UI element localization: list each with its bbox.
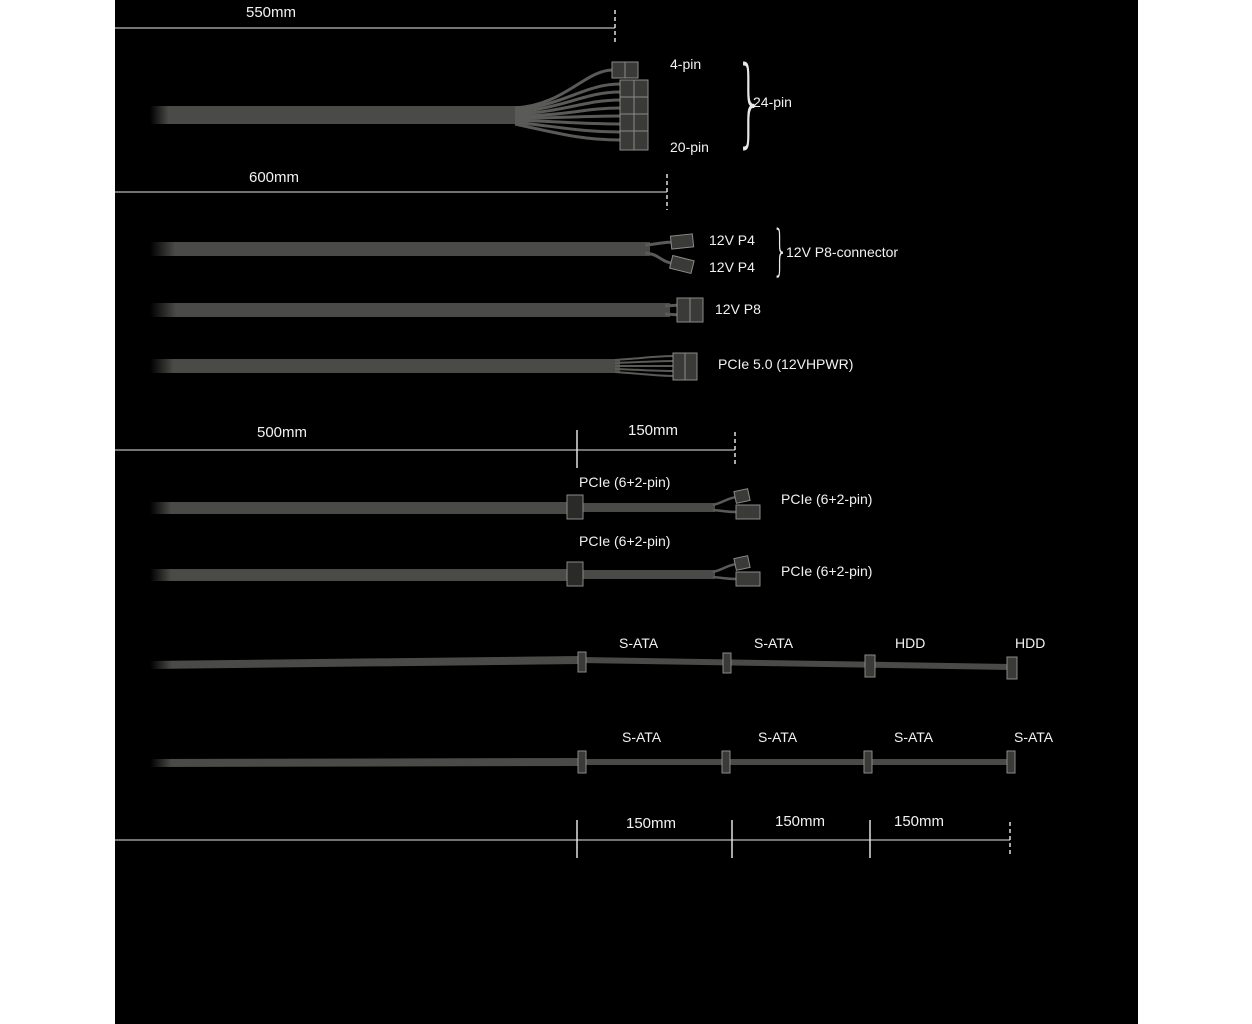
label-sata2-c3: S-ATA [894,729,934,745]
dimension-label-500mm: 500mm [257,424,308,441]
dimension-label-150mm-1: 150mm [626,815,677,832]
sata-cable [150,751,1015,773]
dimension-label-600mm: 600mm [249,169,300,186]
atx-20pin-connector [620,80,648,150]
label-sata1-c4: HDD [1015,635,1046,651]
pcie-cable-2 [150,556,760,586]
cable-diagram-panel [115,0,1138,1024]
sata-connector [723,653,731,673]
sata-connector [1007,751,1015,773]
dimension-label-150mm-3: 150mm [894,813,945,830]
label-pcie1-end: PCIe (6+2-pin) [781,491,873,507]
pcie5-cable [150,353,697,380]
dimension-600mm [115,174,667,210]
label-sata2-c4: S-ATA [1014,729,1054,745]
dimension-550mm [115,10,615,44]
p4-connector-top [670,234,693,249]
label-pcie2-mid: PCIe (6+2-pin) [579,533,671,549]
sata-hdd-cable [150,652,1017,679]
brace-24pin: } [735,46,764,158]
brace-p8: } [772,219,788,282]
label-20pin: 20-pin [670,139,709,155]
label-4pin: 4-pin [670,56,702,72]
pcie2-end-2pin [734,556,750,571]
pcie1-end-6pin [736,505,760,519]
label-sata1-c3: HDD [895,635,926,651]
atx-4pin-connector [612,62,638,78]
atx-24pin-cable [150,62,648,150]
label-12v-p8-connector: 12V P8-connector [786,244,899,260]
hdd-molex-connector [865,655,875,677]
label-sata2-c1: S-ATA [622,729,662,745]
dimension-label-150mm-2: 150mm [775,813,826,830]
hdd-molex-connector [1007,657,1017,679]
dimension-label-550mm: 550mm [246,4,297,21]
cpu-p4p4-cable [150,234,694,274]
cable-diagram-svg [115,0,1138,1024]
pcie1-mid-connector [567,495,583,519]
label-pcie2-end: PCIe (6+2-pin) [781,563,873,579]
label-pcie1-mid: PCIe (6+2-pin) [579,474,671,490]
pcie-cable-1 [150,489,760,519]
pcie2-end-6pin [736,572,760,586]
dimension-sata [115,820,1010,858]
sata-connector [578,652,586,672]
sata-connector [722,751,730,773]
p4-connector-bottom [670,256,694,274]
label-24pin: 24-pin [753,94,792,110]
label-sata1-c2: S-ATA [754,635,794,651]
label-sata2-c2: S-ATA [758,729,798,745]
label-pcie5: PCIe 5.0 (12VHPWR) [718,356,854,372]
label-12v-p8: 12V P8 [715,301,761,317]
pcie2-mid-connector [567,562,583,586]
pcie1-end-2pin [734,489,750,504]
label-12v-p4-top: 12V P4 [709,232,755,248]
dimension-label-150mm-pcie: 150mm [628,422,679,439]
cpu-p8-cable [150,298,703,322]
sata-connector [578,751,586,773]
label-12v-p4-bottom: 12V P4 [709,259,755,275]
label-sata1-c1: S-ATA [619,635,659,651]
sata-connector [864,751,872,773]
